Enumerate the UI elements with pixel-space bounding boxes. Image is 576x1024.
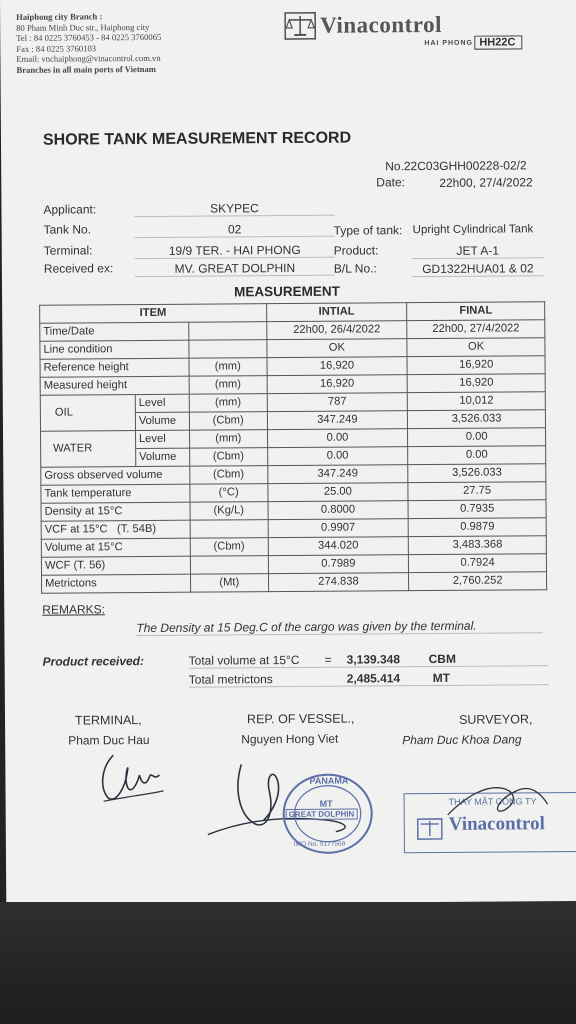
scales-icon [284,12,316,40]
terminal-title: TERMINAL, [74,713,142,728]
product-received-label: Product received: [42,654,145,669]
terminal-signature [93,747,173,810]
col-item-header: ITEM [40,304,267,324]
surveyor-stamp-top: THAY MẶT CÔNG TY [448,796,537,807]
table-row: Tank temperature (°C) 25.00 27.75 [41,482,546,504]
branch-tel: Tel : 84 0225 3760453 - 84 0225 3760065 [16,32,162,44]
col-initial-header: INTIAL [266,303,407,322]
table-row: Volume (Cbm) 0.00 0.00 [41,446,546,468]
table-row: Line condition OK OK [40,338,545,360]
surveyor-title: SURVEYOR, [458,712,533,727]
surveyor-stamp-name: Vinacontrol [448,813,545,835]
table-row: Density at 15°C (Kg/L) 0.8000 0.7935 [41,500,546,522]
terminal-value: 19/9 TER. - HAI PHONG [135,243,335,259]
table-row: VCF at 15°C (T. 54B) 0.9907 0.9879 [41,518,546,540]
col-final-header: FINAL [407,302,545,321]
product-value: JET A-1 [412,243,544,259]
water-group-label: WATER [41,431,136,468]
branch-address: 80 Pham Minh Duc str., Haiphong city [16,21,150,33]
tank-type-value: Upright Cylindrical Tank [412,223,534,237]
terminal-name: Pham Duc Hau [68,732,150,748]
ship-stamp-country: PANAMA [309,775,349,786]
logo-subtitle: HAI PHONG [424,39,474,48]
surveyor-name: Pham Duc Khoa Dang [402,732,522,748]
applicant-value: SKYPEC [134,201,334,217]
branch-info [16,11,161,76]
background-surface [0,902,576,1024]
table-row: Time/Date 22h00, 26/4/2022 22h00, 27/4/2022 [40,320,545,342]
ship-stamp-imo: IMO No. 9177569 [293,840,346,848]
surveyor-signature [407,754,568,835]
table-row: Volume at 15°C (Cbm) 344.020 3,483.368 [41,536,546,558]
table-row: Reference height (mm) 16,920 16,920 [40,356,545,378]
tank-type-label: Type of tank: [333,223,403,238]
oil-group-label: OIL [40,395,135,432]
branch-ports: Branches in all main ports of Vietnam [16,63,156,75]
product-label: Product: [333,243,379,258]
vessel-name: Nguyen Hong Viet [241,731,339,747]
doc-date-label: Date: [376,175,406,190]
table-row: WATER Level (mm) 0.00 0.00 [41,428,546,450]
total-volume-row: Total volume at 15°C = 3,139.348 CBM [189,651,549,669]
branch-name: Haiphong city Branch : [16,11,103,22]
received-label: Received ex: [43,261,114,276]
tank-no-label: Tank No. [43,222,92,237]
ship-stamp-name: GREAT DOLPHIN [286,809,358,820]
vinacontrol-logo [284,11,442,40]
received-value: MV. GREAT DOLPHIN [135,261,335,277]
applicant-label: Applicant: [43,202,97,217]
table-row: Measured height (mm) 16,920 16,920 [40,374,545,396]
branch-email: Email: vnchaiphong@vinacontrol.com.vn [16,53,161,65]
doc-number: No.22C03GHH00228-02/2 [385,158,527,174]
total-mt-row: Total metrictons 2,485.414 MT [189,670,549,688]
tank-no-value: 02 [135,222,335,238]
branch-fax: Fax : 84 0225 3760103 [16,43,97,54]
terminal-label: Terminal: [43,243,93,258]
bl-label: B/L No.: [333,261,377,276]
table-row: WCF (T. 56) 0.7989 0.7924 [41,554,546,576]
vessel-title: REP. OF VESSEL., [246,711,355,727]
ship-stamp [279,770,376,857]
page-title: SHORE TANK MEASUREMENT RECORD [42,129,352,149]
doc-date-value: 22h00, 27/4/2022 [439,175,533,190]
remarks-label: REMARKS: [42,602,105,617]
table-row: OIL Level (mm) 787 10,012 [40,392,545,414]
measurement-heading: MEASUREMENT [233,283,340,300]
logo-text: Vinacontrol [320,11,443,38]
measurement-table [39,301,547,594]
remarks-text: The Density at 15 Deg.C of the cargo was given by the terminal. [136,618,542,636]
office-code: HH22C [474,35,522,49]
table-row: Volume (Cbm) 347.249 3,526.033 [40,410,545,432]
ship-stamp-mt: MT [319,798,333,809]
table-row: Metrictons (Mt) 274.838 2,760.252 [42,572,547,594]
bl-value: GD1322HUA01 & 02 [412,261,544,277]
table-row: Gross observed volume (Cbm) 347.249 3,526.033 [41,464,546,486]
